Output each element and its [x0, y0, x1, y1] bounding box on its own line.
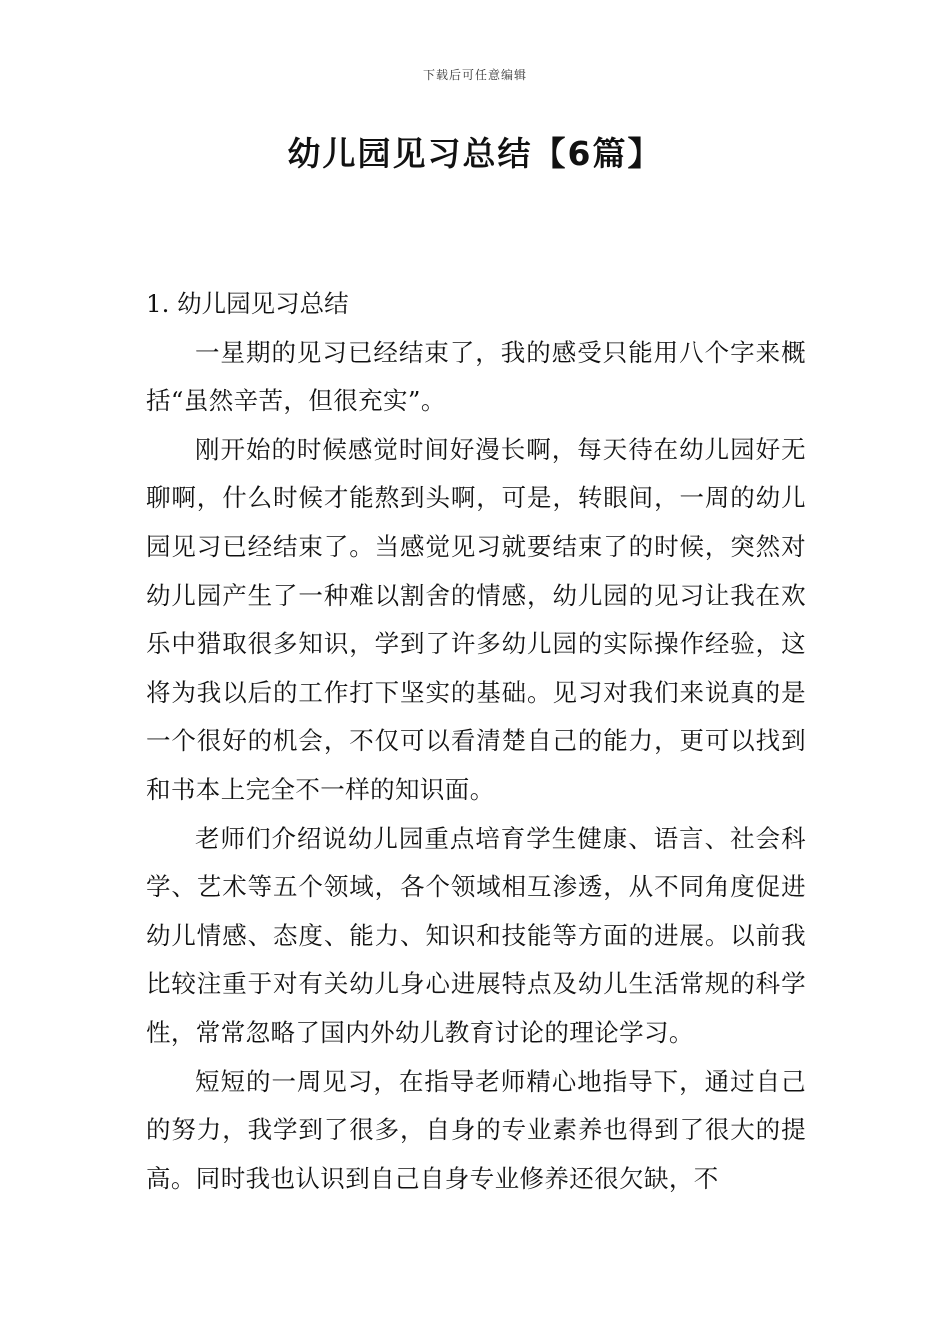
- document-title: 幼儿园见习总结【6篇】: [287, 134, 663, 173]
- paragraph-3: 老师们介绍说幼儿园重点培育学生健康、语言、社会科学、艺术等五个领域，各个领域相互渗透，从不同角度促进幼儿情感、态度、能力、知识和技能等方面的进展。以前我比较注重于对有关幼儿身心进展特点及幼儿生活常规的科学性，常常忽略了国内外幼儿教育讨论的理论学习。: [146, 823, 806, 1047]
- header-note: 下载后可任意编辑: [422, 68, 527, 82]
- paragraph-1: 一星期的见习已经结束了，我的感受只能用八个字来概括“虽然辛苦，但很充实”。: [146, 337, 806, 416]
- paragraph-2: 刚开始的时候感觉时间好漫长啊，每天待在幼儿园好无聊啊，什么时候才能熬到头啊，可是，转眼间，一周的幼儿园见习已经结束了。当感觉见习就要结束了的时候，突然对幼儿园产生了一种难以割舍的情感，幼儿园的见习让我在欢乐中猎取很多知识，学到了许多幼儿园的实际操作经验，这将为我以后的工作打下坚实的基础。见习对我们来说真的是一个很好的机会，不仅可以看清楚自己的能力，更可以找到和书本上完全不一样的知识面。: [146, 434, 806, 804]
- document-body: [146, 280, 806, 1203]
- paragraph-4: 短短的一周见习，在指导老师精心地指导下，通过自己的努力，我学到了很多，自身的专业素养也得到了很大的提高。同时我也认识到自己自身专业修养还很欠缺，不: [146, 1066, 806, 1193]
- section-heading: 1. 幼儿园见习总结: [146, 289, 349, 318]
